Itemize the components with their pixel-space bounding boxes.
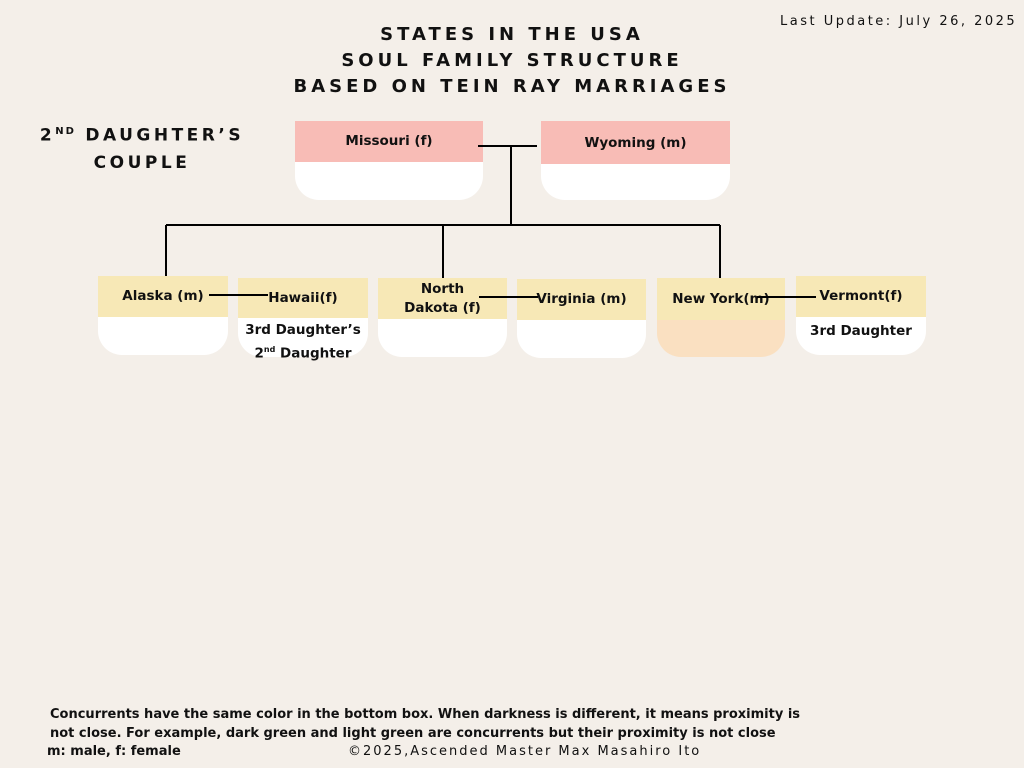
card-virginia-label: Virginia (m) <box>517 279 646 320</box>
card-hawaii-label: Hawaii(f) <box>238 278 368 318</box>
card-vermont-sub: 3rd Daughter <box>810 323 912 339</box>
footer-note: Concurrents have the same color in the bottom box. When darkness is different, it means proximity is not close. For example, dark green and light green are concurrents but their proximity is not close <box>50 707 801 741</box>
title-line-1: STATES IN THE USA <box>380 24 644 45</box>
last-update: Last Update: July 26, 2025 <box>780 14 1018 29</box>
card-vermont-label: Vermont(f) <box>796 276 926 317</box>
section-label-rest: DAUGHTER’S <box>75 125 245 146</box>
section-label-line2: COUPLE <box>93 152 191 173</box>
card-new-york-label: New York(m) <box>657 278 785 320</box>
section-label-num: 2 <box>39 125 56 146</box>
hawaii-sub-num: 2 <box>254 345 264 362</box>
hawaii-sub-line1: 3rd Daughter’s <box>245 322 361 338</box>
section-label-sup: ND <box>55 126 76 137</box>
title-line-2: SOUL FAMILY STRUCTURE <box>341 50 683 71</box>
north-dakota-line2: Dakota (f) <box>404 299 481 316</box>
hawaii-sub-sup: nd <box>263 345 276 354</box>
title-line-3: BASED ON TEIN RAY MARRIAGES <box>293 76 731 97</box>
card-wyoming-label: Wyoming (m) <box>541 121 730 164</box>
hawaii-sub-rest: Daughter <box>275 345 352 362</box>
card-alaska-label: Alaska (m) <box>98 276 228 317</box>
north-dakota-line1: North <box>420 280 465 297</box>
card-missouri-label: Missouri (f) <box>295 121 483 162</box>
copyright: ©2025,Ascended Master Max Masahiro Ito <box>348 744 702 759</box>
gender-legend: m: male, f: female <box>47 744 181 759</box>
